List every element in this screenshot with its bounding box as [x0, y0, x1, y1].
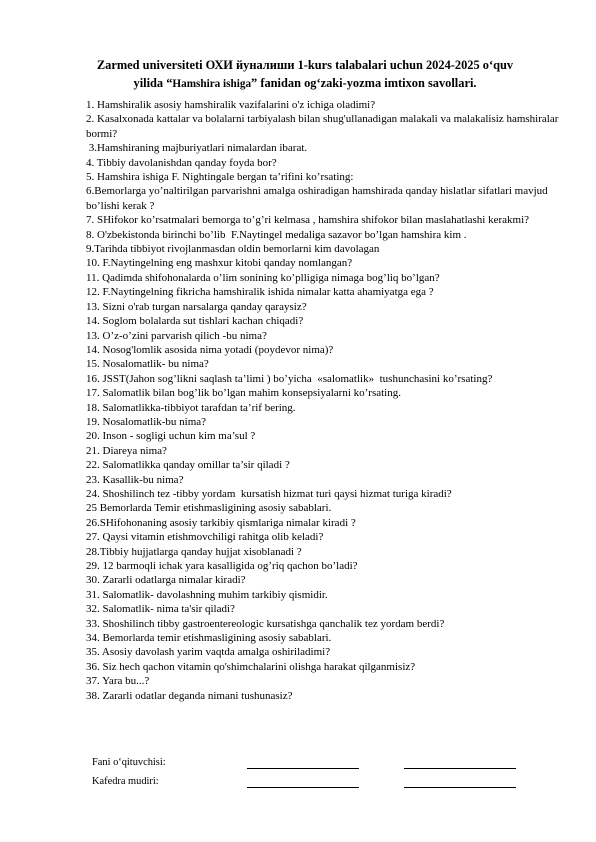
question-item: 28.Tibbiy hujjatlarga qanday hujjat xisoblanadi ? — [86, 545, 302, 558]
title-line-2 — [60, 74, 550, 93]
question-item: 24. Shoshilinch tez -tibby yordam kursatish hizmat turi qaysi hizmat turiga kiradi? — [86, 487, 452, 500]
question-item: 11. Qadimda shifohonalarda o’lim sonining ko’plligiga nimaga bog’liq bo’lgan? — [86, 271, 440, 284]
title-line-2-end: ” fanidan og‘zaki-yozma imtixon savollari. — [251, 76, 477, 90]
question-item: 5. Hamshira ishiga F. Nightingale bergan ta’rifini ko’rsating: — [86, 171, 354, 184]
question-item: 33. Shoshilinch tibby gastroentereologic kursatishga qanchalik tez yordam berdi? — [86, 617, 445, 630]
question-item: 1. Hamshiralik asosiy hamshiralik vazifalarini o'z ichiga oladimi? — [86, 99, 376, 111]
question-item: 21. Diareya nima? — [86, 444, 167, 457]
signature-block — [92, 757, 532, 795]
question-item: 18. Salomatlikka-tibbiyot tarafdan ta’rif bering. — [86, 401, 296, 414]
question-item: 2. Kasalxonada kattalar va bolalarni tarbiyalash bilan shug'ullanadigan malakali va malakalisiz hamshiralar bormi? — [86, 113, 562, 140]
question-item: 30. Zararli odatlarga nimalar kiradi? — [86, 574, 246, 587]
question-item: 14. Soglom bolalarda sut tishlari kachan chiqadi? — [86, 315, 304, 328]
question-item: 23. Kasallik-bu nima? — [86, 473, 184, 486]
question-item: 34. Bemorlarda temir etishmasligining asosiy sabablari. — [86, 632, 332, 645]
question-item: 26.SHifohonaning asosiy tarkibiy qismlariga nimalar kiradi ? — [86, 516, 356, 529]
teacher-signature-row — [92, 757, 532, 776]
question-item: 10. F.Naytingelning eng mashxur kitobi qanday nomlangan? — [86, 257, 353, 270]
question-item: 12. F.Naytingelning fikricha hamshiralik ishida nimalar katta ahamiyatga ega ? — [86, 286, 434, 299]
question-item: 29. 12 barmoqli ichak yara kasalligida og’riq qachon bo’ladi? — [86, 560, 358, 572]
question-item: 36. Siz hech qachon vitamin qo'shimchalarini olishga harakat qilganmisiz? — [86, 660, 416, 673]
question-list — [86, 98, 564, 703]
question-item: 3.Hamshiraning majburiyatlari nimalardan ibarat. — [86, 142, 308, 155]
teacher-signature-line — [247, 757, 359, 769]
question-item: 15. Nosalomatlik- bu nima? — [86, 358, 209, 371]
question-item: 25 Bemorlarda Temir etishmasligining asosiy sabablari. — [86, 502, 332, 515]
head-signature-label: Kafedra mudiri: — [92, 776, 159, 787]
question-item: 22. Salomatlikka qanday omillar ta’sir qiladi ? — [86, 459, 290, 472]
question-item: 38. Zararli odatlar deganda nimani tushunasiz? — [86, 689, 293, 702]
title-line-2-start: yilida “ — [133, 76, 173, 90]
head-signature-row — [92, 776, 532, 795]
question-item: 6.Bemorlarga yo’naltirilgan parvarishni amalga oshiradigan hamshirada qanday hislatlar sifatlari mavjud bo’lishi kerak ? — [86, 185, 551, 212]
question-item: 9.Tarihda tibbiyot rivojlanmasdan oldin bemorlarni kim davolagan — [86, 243, 380, 256]
question-item: 31. Salomatlik- davolashning muhim tarkibiy qismidir. — [86, 588, 328, 601]
head-signature-line — [247, 776, 359, 788]
question-item: 13. Sizni o'rab turgan narsalarga qanday qaraysiz? — [86, 300, 307, 313]
question-item: 7. SHifokor ko’rsatmalari bemorga to’g’ri kelmasa , hamshira shifokor bilan maslahatlashi kerakmi? — [86, 214, 530, 227]
question-item: 27. Qaysi vitamin etishmovchiligi rahitga olib keladi? — [86, 531, 324, 544]
question-item: 19. Nosalomatlik-bu nima? — [86, 415, 207, 428]
teacher-signature-label: Fani o‘qituvchisi: — [92, 757, 166, 768]
question-item: 17. Salomatlik bilan bog’lik bo’lgan mahim konsepsiyalarni ko’rsating. — [86, 387, 401, 400]
teacher-name-line — [404, 757, 516, 769]
question-item: 8. O'zbekistonda birinchi bo’lib F.Naytingel medaliga sazavor bo’lgan hamshira kim . — [86, 228, 467, 241]
head-name-line — [404, 776, 516, 788]
document-title — [60, 56, 550, 93]
question-item: 13. O’z-o’zini parvarish qilich -bu nima? — [86, 329, 267, 342]
question-item: 4. Tibbiy davolanishdan qanday foyda bor? — [86, 156, 277, 169]
question-item: 20. Inson - sogligi uchun kim ma’sul ? — [86, 430, 256, 443]
title-line-1: Zarmed universiteti ОХИ йуналиши 1-kurs talabalari uchun 2024-2025 o‘quv — [96, 58, 514, 72]
question-item: 16. JSST(Jahon sog’likni saqlash ta’limi ) bo’yicha «salomatlik» tushunchasini ko’rsating? — [86, 372, 493, 385]
question-item: 32. Salomatlik- nima ta'sir qiladi? — [86, 603, 235, 616]
question-item: 14. Nosog'lomlik asosida nima yotadi (poydevor nima)? — [86, 343, 334, 356]
question-item: 37. Yara bu...? — [86, 675, 150, 688]
course-name: Hamshira ishiga — [172, 78, 252, 90]
question-item: 35. Asosiy davolash yarim vaqtda amalga oshiriladimi? — [86, 646, 331, 659]
